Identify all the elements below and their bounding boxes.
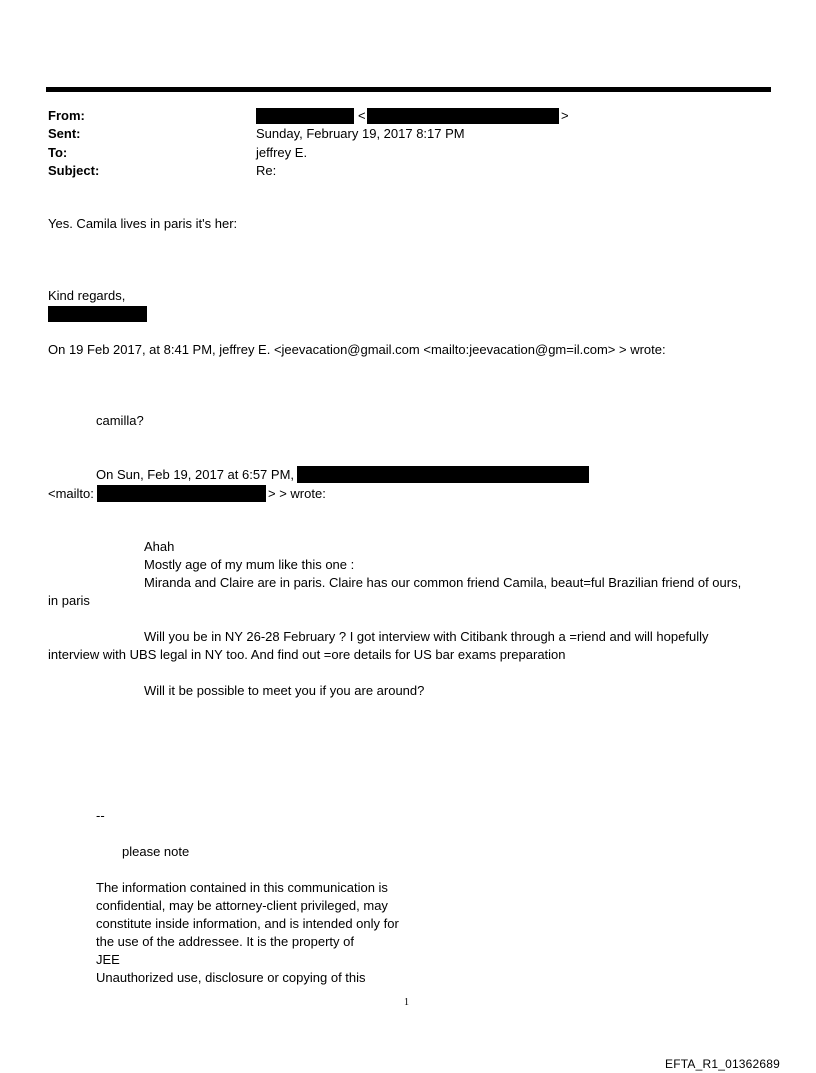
signature-dashes: --	[96, 808, 105, 823]
subject-value: Re:	[256, 163, 277, 178]
redacted-sender-name	[256, 108, 354, 124]
disclaimer-line: constitute inside information, and is intended only for	[96, 916, 399, 931]
disclaimer-line: Unauthorized use, disclosure or copying of this	[96, 970, 366, 985]
redacted-original-email	[97, 485, 266, 502]
document-id-footer: EFTA_R1_01362689	[665, 1057, 781, 1071]
disclaimer-line: the use of the addressee. It is the property of	[96, 934, 354, 949]
to-label: To:	[48, 145, 68, 160]
sender-email-close-bracket: >	[561, 108, 569, 123]
sent-value: Sunday, February 19, 2017 8:17 PM	[256, 126, 465, 141]
mailto-prefix: <mailto:	[48, 486, 94, 501]
message-in-paris: in paris	[48, 593, 90, 608]
please-note: please note	[122, 844, 190, 859]
from-label: From:	[48, 108, 85, 123]
disclaimer-line: confidential, may be attorney-client privileged, may	[96, 898, 388, 913]
header-rule	[46, 87, 771, 92]
quoted-camilla: camilla?	[96, 413, 144, 428]
disclaimer-line: The information contained in this communication is	[96, 880, 388, 895]
message-will-ny-2: interview with UBS legal in NY too. And find out =ore details for US bar exams preparation	[48, 647, 566, 662]
sender-email-open-bracket: <	[358, 108, 366, 123]
quote-header-2: On Sun, Feb 19, 2017 at 6:57 PM,	[96, 467, 295, 482]
message-miranda: Miranda and Claire are in paris. Claire has our common friend Camila, beaut=ful Brazilian friend of ours,	[144, 575, 742, 590]
to-value: jeffrey E.	[256, 145, 308, 160]
message-ahah: Ahah	[144, 539, 175, 554]
page-number: 1	[404, 997, 409, 1008]
message-meet: Will it be possible to meet you if you are around?	[144, 683, 425, 698]
message-will-ny-1: Will you be in NY 26-28 February ? I got interview with Citibank through a =riend and will hopefully	[144, 629, 709, 644]
redacted-sender-email	[367, 108, 559, 124]
reply-line: Yes. Camila lives in paris it's her:	[48, 216, 238, 231]
subject-label: Subject:	[48, 163, 100, 178]
quote-header-1: On 19 Feb 2017, at 8:41 PM, jeffrey E. <jeevacation@gmail.com <mailto:jeevacation@gm=il.com> > wrote:	[48, 342, 666, 357]
sent-label: Sent:	[48, 126, 81, 141]
redacted-signature	[48, 306, 147, 322]
redacted-original-sender	[297, 466, 589, 483]
message-mostly: Mostly age of my mum like this one :	[144, 557, 355, 572]
mailto-suffix: > > wrote:	[268, 486, 326, 501]
disclaimer-line: JEE	[96, 952, 120, 967]
kind-regards: Kind regards,	[48, 288, 126, 303]
